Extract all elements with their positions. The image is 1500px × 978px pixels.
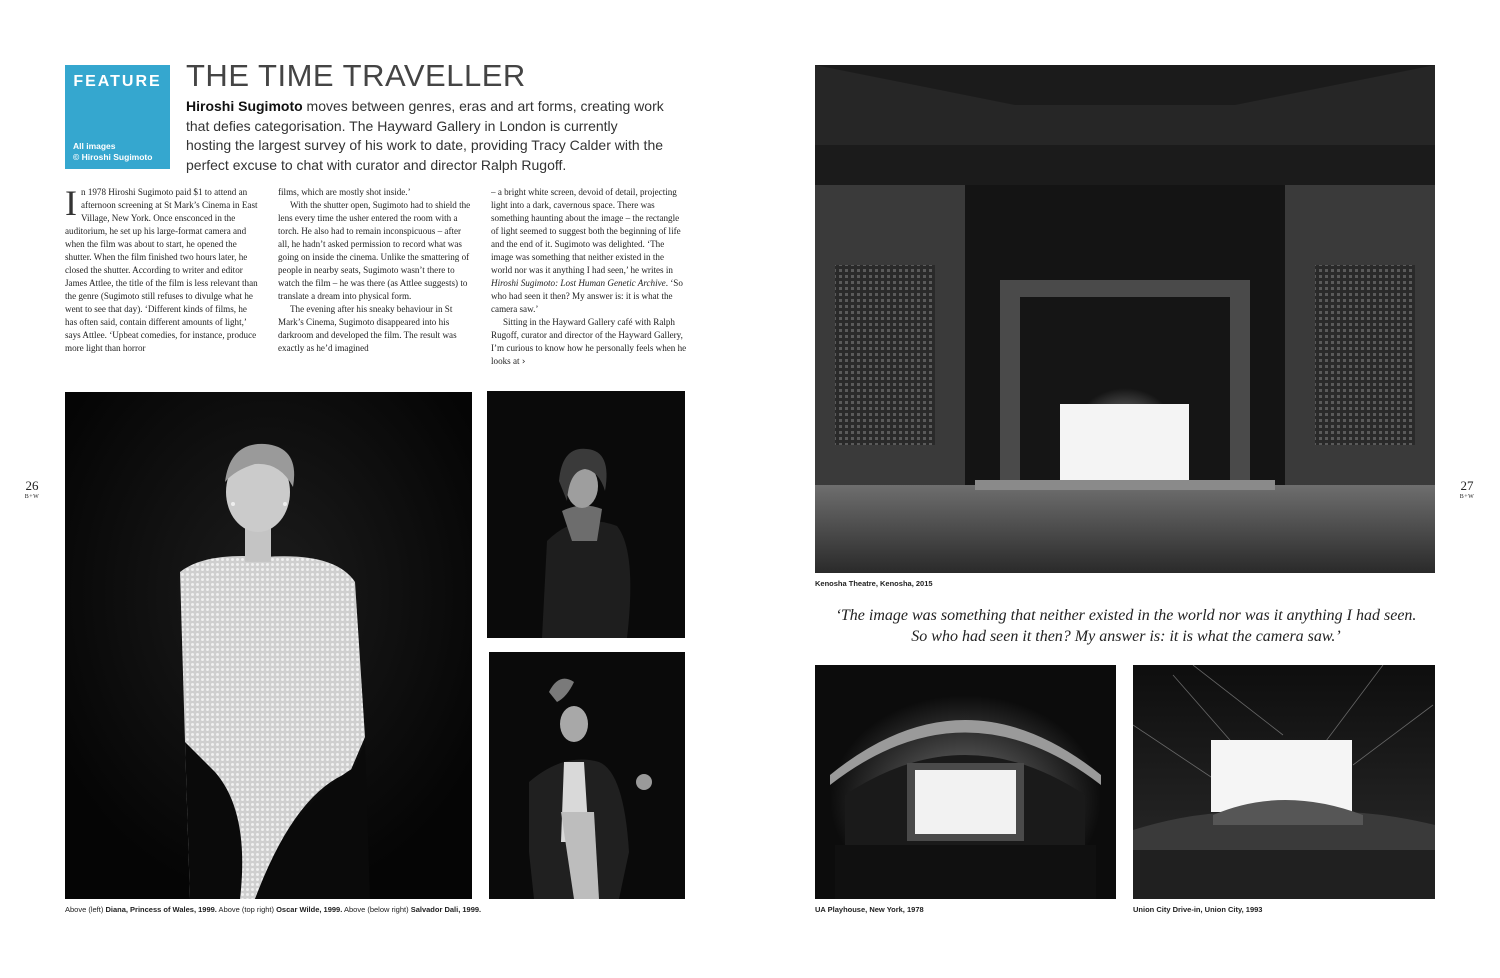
col3-text-b: . ‘So who had seen it then? My answer is: it is what the camera saw.’: [491, 278, 683, 314]
caption-union-city: [1133, 905, 1262, 914]
body-column-1: [65, 186, 261, 382]
col3-para-2-text: Sitting in the Hayward Gallery café with Ralph Rugoff, curator and director of the Hayward Gallery, I’m curious to know how he personally feels when he looks at: [491, 317, 687, 366]
body-column-2: [278, 186, 474, 382]
book-title: Hiroshi Sugimoto: Lost Human Genetic Archive: [491, 278, 666, 288]
pull-quote-line-2: So who had seen it then? My answer is: it is what the camera saw.’: [911, 628, 1341, 645]
feature-label: FEATURE: [73, 73, 162, 90]
drop-cap: I: [65, 186, 77, 223]
headline: THE TIME TRAVELLER: [186, 58, 526, 93]
caption-left-2: Above (top right): [216, 905, 277, 914]
photo-union-city-drive-in: [1133, 665, 1435, 899]
col2-para-2: With the shutter open, Sugimoto had to shield the lens every time the usher entered the room with a torch. He also had to remain inconspicuous – after all, he hadn’t asked permission to record what was going on inside the cinema. Unlike the smattering of people in nearby seats, Sugimoto wasn’t there to watch the film – he was there (as Attlee suggests) to translate a dream into physical form.: [278, 200, 471, 301]
magazine-mark-left: B+W: [24, 494, 40, 500]
col1-text: n 1978 Hiroshi Sugimoto paid $1 to attend an afternoon screening at St Mark’s Cinema in East Village, New York. Once ensconced in the auditorium, he set up his large-format camera and when the film was about to start, he opened the shutter. When the film finished two hours later, he closed the shutter. According to writer and editor James Attlee, the title of the film is less relevant than the genre (Sugimoto still refuses to divulge what he went to see that day). ‘Different kinds of films, he has often said, contain different amounts of light,’ says Attlee. ‘Upbeat comedies, for instance, produce more light than horror: [65, 187, 258, 353]
caption-diana: Diana, Princess of Wales, 1999.: [105, 905, 217, 914]
continue-arrow-icon: ›: [521, 357, 526, 367]
credit-line-1: All images: [73, 141, 116, 151]
folio-right: [1453, 478, 1481, 500]
col3-para-1: [491, 186, 687, 316]
page-number-right: 27: [1460, 478, 1474, 493]
photo-kenosha-theatre: [815, 65, 1435, 573]
credit-line-2: © Hiroshi Sugimoto: [73, 152, 153, 162]
caption-left-3: Above (below right): [342, 905, 411, 914]
pull-quote: [806, 605, 1446, 647]
caption-oscar: Oscar Wilde, 1999.: [276, 905, 343, 914]
caption-left-page: [65, 905, 481, 914]
standfirst-name: Hiroshi Sugimoto: [186, 98, 303, 114]
col2-para-1: films, which are mostly shot inside.’: [278, 187, 411, 197]
col2-para-3: The evening after his sneaky behaviour in St Mark’s Cinema, Sugimoto disappeared into his darkroom and developed the film. The result was exactly as he’d imagined: [278, 304, 457, 353]
image-credit: [73, 141, 152, 163]
caption-kenosha: [815, 579, 933, 588]
photo-ua-playhouse: [815, 665, 1116, 899]
caption-union-text: Union City Drive-in, Union City, 1993: [1133, 905, 1263, 914]
caption-ua: [815, 905, 924, 914]
col3-para-2: [491, 316, 687, 369]
pull-quote-line-1: ‘The image was something that neither existed in the world nor was it anything I had seen.: [835, 607, 1417, 624]
caption-dali: Salvador Dali, 1999.: [410, 905, 482, 914]
photo-oscar-wilde: [487, 391, 685, 638]
page-number-left: 26: [25, 478, 39, 493]
folio-left: [18, 478, 46, 500]
feature-box: [65, 65, 170, 169]
caption-kenosha-text: Kenosha Theatre, Kenosha, 2015: [815, 579, 933, 588]
standfirst-text: moves between genres, eras and art forms, creating work that defies categorisation. The Hayward Gallery in London is currently hosting the largest survey of his work to date, providing Tracy Calder with the perfect excuse to chat with curator and director Ralph Rugoff.: [186, 98, 664, 173]
caption-left-1: Above (left): [65, 905, 106, 914]
standfirst: [186, 97, 666, 175]
body-column-3: [491, 186, 687, 382]
photo-salvador-dali: [489, 652, 685, 899]
magazine-mark-right: B+W: [1459, 494, 1475, 500]
photo-diana: [65, 392, 472, 899]
col3-text-a: – a bright white screen, devoid of detail, projecting light into a dark, cavernous space. There was something haunting about the image – the rectangle of light seemed to suggest both the beginning of life and the end of it. Sugimoto was delighted. ‘The image was something that neither existed in the world nor was it anything I had seen,’ he writes in: [491, 187, 681, 275]
caption-ua-text: UA Playhouse, New York, 1978: [815, 905, 924, 914]
